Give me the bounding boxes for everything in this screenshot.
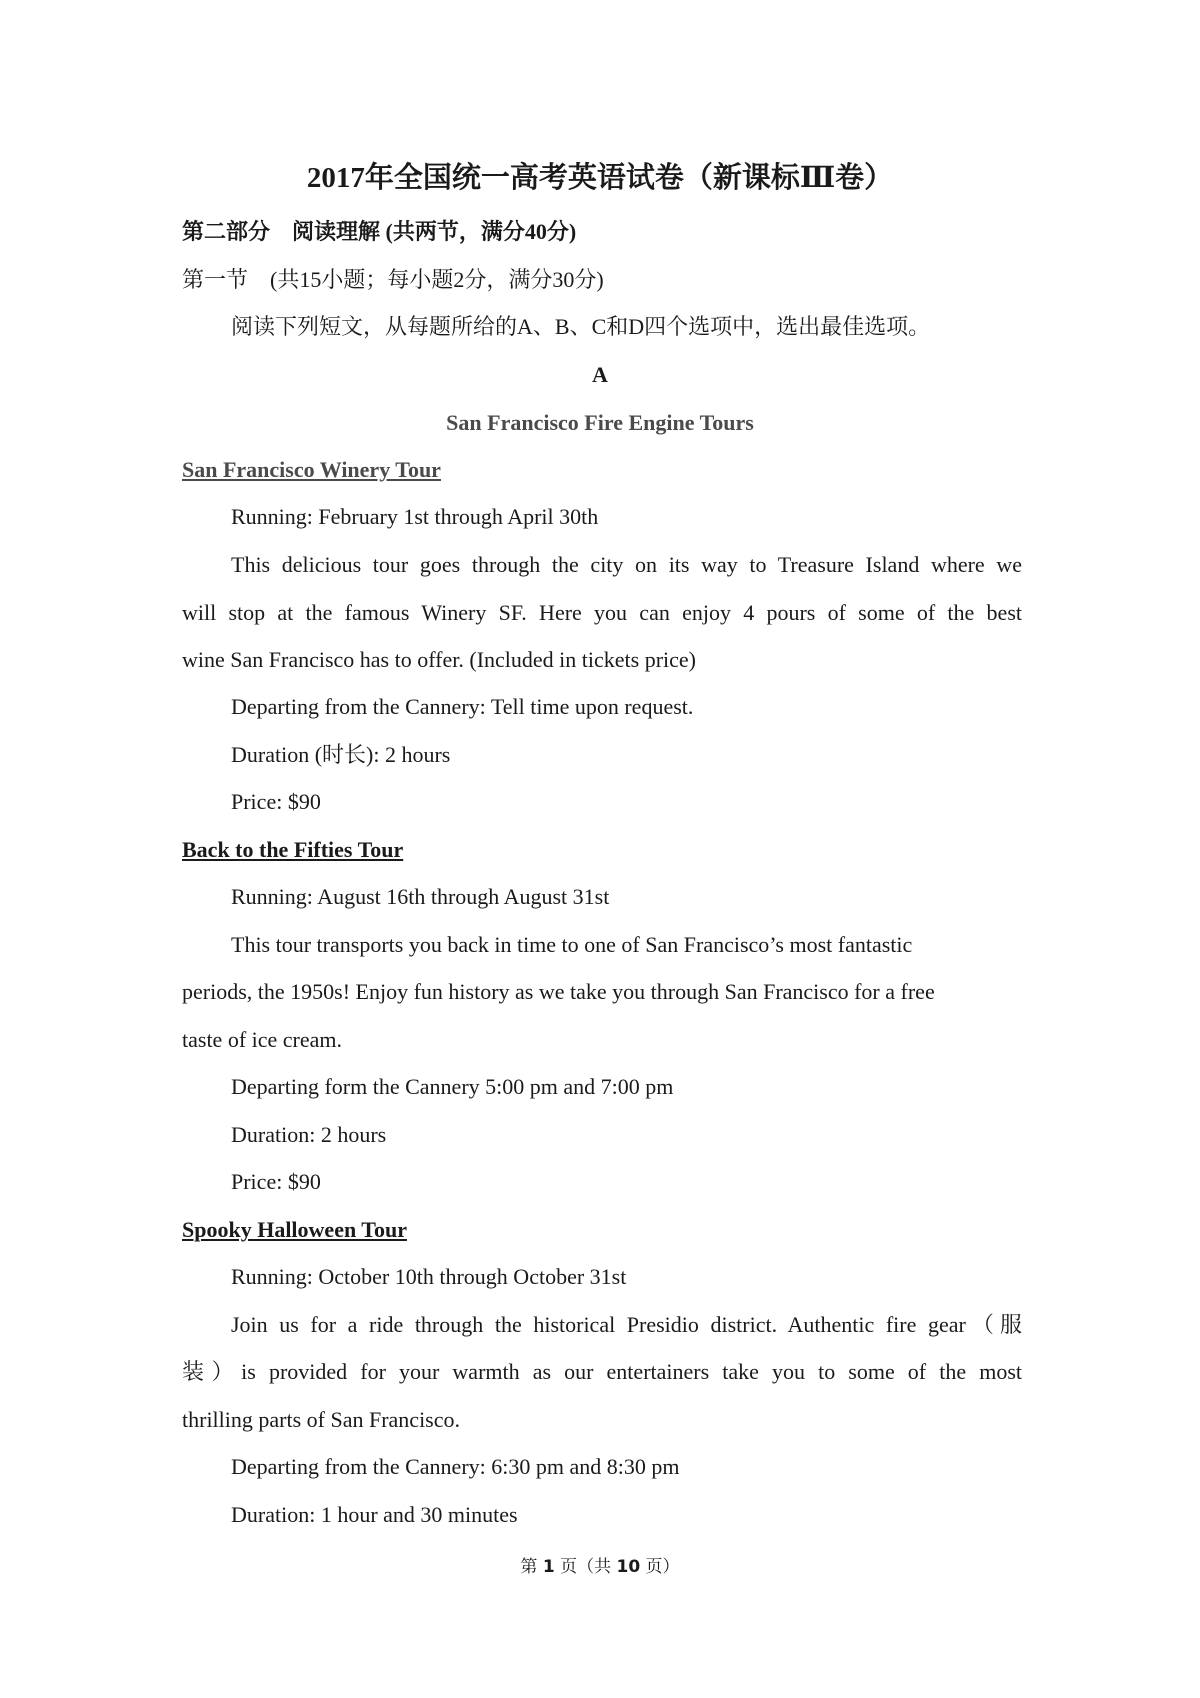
section-heading: 第一节 (共15小题；每小题2分，满分30分): [182, 267, 604, 292]
part-heading: 第二部分 阅读理解 (共两节，满分40分): [182, 219, 577, 244]
exam-title: 2017年全国统一高考英语试卷（新课标Ⅲ卷）: [306, 162, 894, 194]
tour-duration: Duration: 1 hour and 30 minutes: [231, 1502, 518, 1527]
tour-duration: Duration (时长): 2 hours: [231, 742, 451, 767]
tour-running: Running: August 16th through August 31st: [231, 884, 610, 909]
footer-total-pages: 10: [616, 1557, 641, 1577]
tour-desc-line: 装）is provided for your warmth as our entertainers take you to some of the most: [182, 1359, 1022, 1384]
tour-desc-line: thrilling parts of San Francisco.: [182, 1407, 461, 1432]
tour-desc-line: taste of ice cream.: [182, 1027, 343, 1052]
page-footer: [0, 1556, 1200, 1578]
tour-running: Running: February 1st through April 30th: [231, 504, 599, 529]
footer-prefix: 第: [520, 1557, 543, 1577]
footer-middle: 页（共: [554, 1557, 617, 1577]
footer-suffix: 页）: [640, 1557, 680, 1577]
tour-name: Spooky Halloween Tour: [182, 1217, 407, 1242]
tour-departing: Departing from the Cannery: 6:30 pm and 8:30 pm: [231, 1454, 680, 1479]
tour-departing: Departing form the Cannery 5:00 pm and 7:00 pm: [231, 1074, 674, 1099]
tour-desc-line: periods, the 1950s! Enjoy fun history as we take you through San Francisco for a free: [182, 979, 935, 1004]
tour-desc-line: This tour transports you back in time to one of San Francisco’s most fantastic: [231, 932, 913, 957]
passage-letter: A: [592, 362, 608, 387]
tour-desc-line: Join us for a ride through the historical Presidio district. Authentic fire gear（服: [231, 1312, 1022, 1337]
instruction: 阅读下列短文，从每题所给的A、B、C和D四个选项中，选出最佳选项。: [231, 314, 931, 339]
footer-page-number: 1: [542, 1557, 555, 1577]
tour-price: Price: $90: [231, 789, 321, 814]
tour-desc-line: wine San Francisco has to offer. (Included in tickets price): [182, 647, 696, 672]
tour-departing: Departing from the Cannery: Tell time upon request.: [231, 694, 694, 719]
tour-name: San Francisco Winery Tour: [182, 457, 441, 482]
tour-duration: Duration: 2 hours: [231, 1122, 387, 1147]
tour-desc-line: will stop at the famous Winery SF. Here you can enjoy 4 pours of some of the best: [182, 600, 1022, 625]
passage-title: San Francisco Fire Engine Tours: [446, 410, 754, 435]
tour-running: Running: October 10th through October 31st: [231, 1264, 627, 1289]
tour-name: Back to the Fifties Tour: [182, 837, 404, 862]
tour-price: Price: $90: [231, 1169, 321, 1194]
tour-desc-line: This delicious tour goes through the city on its way to Treasure Island where we: [231, 552, 1022, 577]
